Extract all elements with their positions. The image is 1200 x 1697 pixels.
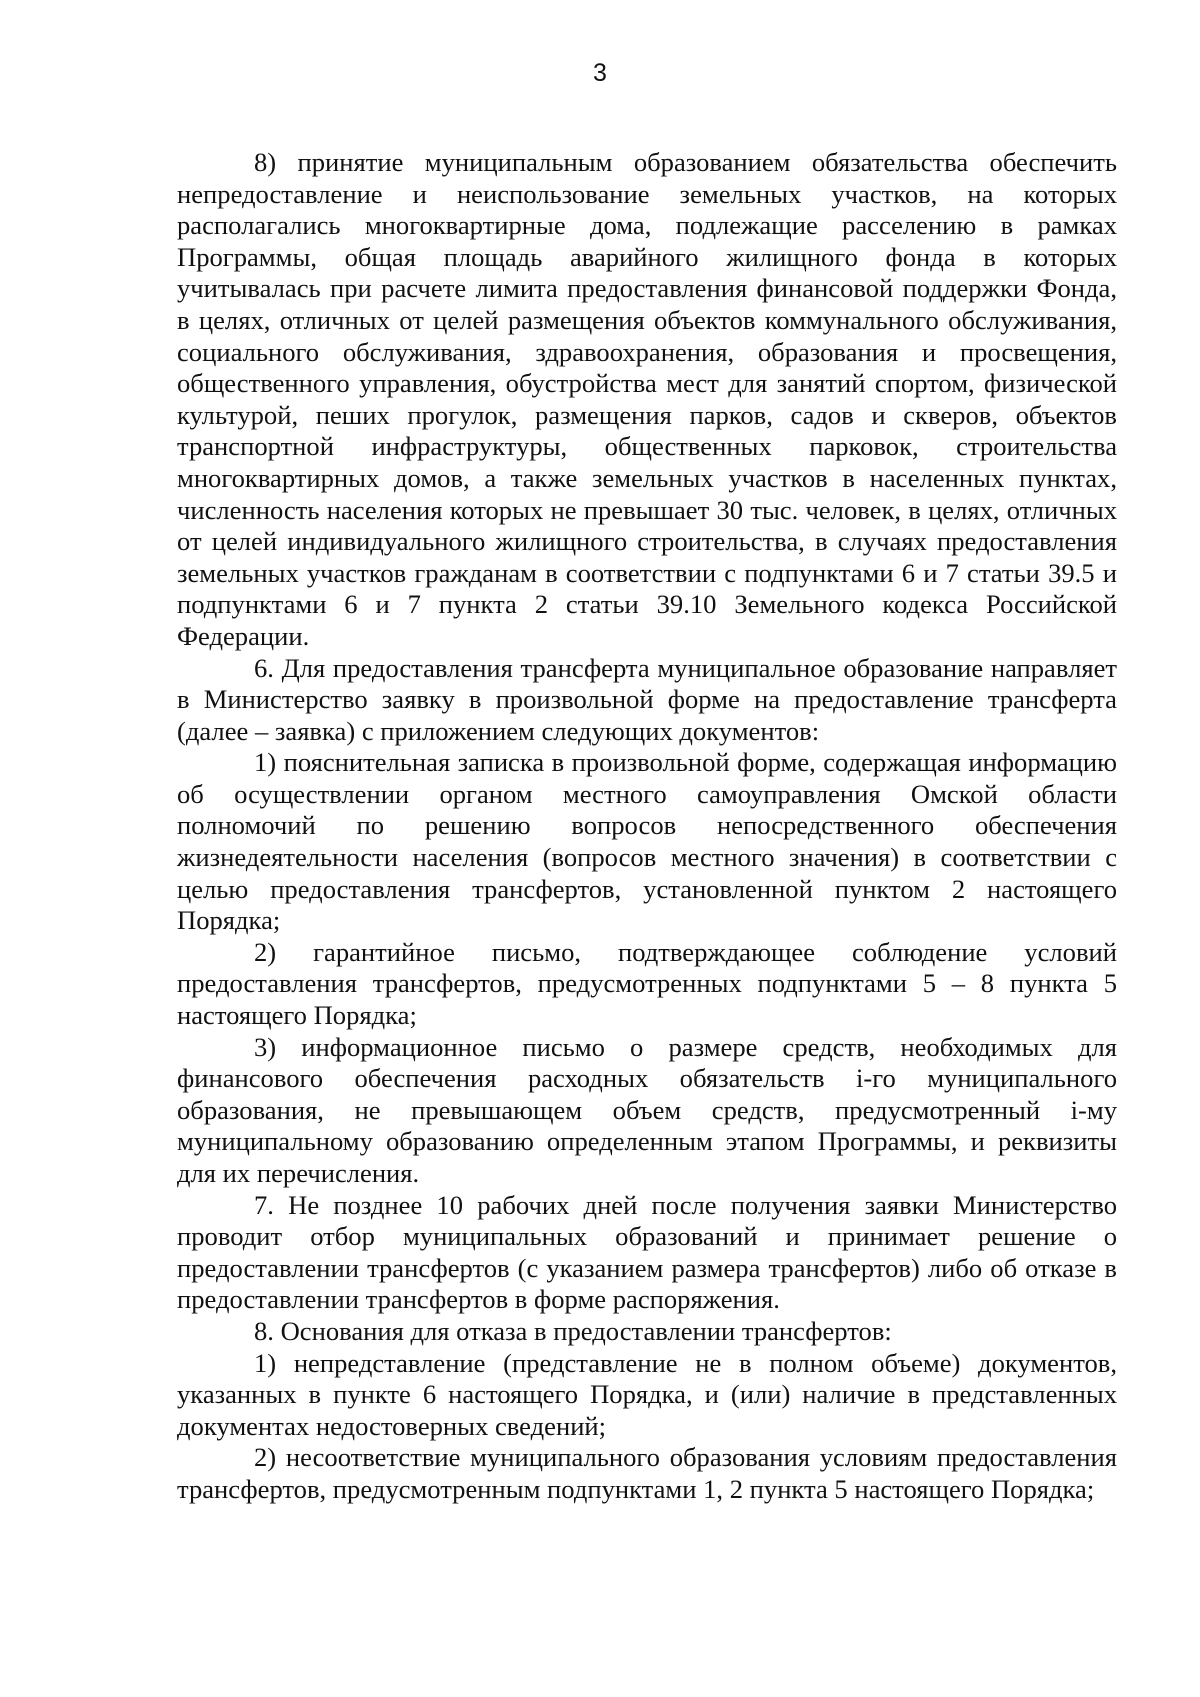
paragraph-item-8-sub-2: 2) несоответствие муниципального образования условиям предоставления трансфертов, предусмотренным подпунктами 1, 2 пункта 5 настоящего Порядка; — [177, 1442, 1117, 1504]
paragraph-subitem-8: 8) принятие муниципальным образованием обязательства обеспечить непредоставление и неиспользование земельных участков, на которых располагались многоквартирные дома, подлежащие расселению в рамках Программы, общая площадь аварийного жилищного фонда в которых учитывалась при расчете лимита предоставления финансовой поддержки Фонда, в целях, отличных от целей размещения объектов коммунального обслуживания, социального обслуживания, здравоохранения, образования и просвещения, общественного управления, обустройства мест для занятий спортом, физической культурой, пеших прогулок, размещения парков, садов и скверов, объектов транспортной инфраструктуры, общественных парковок, строительства многоквартирных домов, а также земельных участков в населенных пунктах, численность населения которых не превышает 30 тыс. человек, в целях, отличных от целей индивидуального жилищного строительства, в случаях предоставления земельных участков гражданам в соответствии с подпунктами 6 и 7 статьи 39.5 и подпунктами 6 и 7 пункта 2 статьи 39.10 Земельного кодекса Российской Федерации. — [177, 147, 1117, 651]
paragraph-item-8: 8. Основания для отказа в предоставлении трансфертов: — [254, 1315, 892, 1346]
paragraph-item-6-sub-3: 3) информационное письмо о размере средств, необходимых для финансового обеспечения расходных обязательств i-го муниципального образования, не превышающем объем средств, предусмотренный i-му муниципальному образованию определенным этапом Программы, и реквизиты для их перечисления. — [177, 1031, 1117, 1188]
paragraph-item-6-sub-2: 2) гарантийное письмо, подтверждающее соблюдение условий предоставления трансфертов, предусмотренных подпунктами 5 – 8 пункта 5 настоящего Порядка; — [177, 936, 1117, 1031]
paragraph-item-8-sub-1: 1) непредставление (представление не в полном объеме) документов, указанных в пункте 6 настоящего Порядка, и (или) наличие в представленных документах недостоверных сведений; — [177, 1347, 1117, 1441]
paragraph-item-7: 7. Не позднее 10 рабочих дней после получения заявки Министерство проводит отбор муниципальных образований и принимает решение о предоставлении трансфертов (с указанием размера трансфертов) либо об отказе в предоставлении трансфертов в форме распоряжения. — [177, 1189, 1117, 1315]
paragraph-item-6: 6. Для предоставления трансферта муниципальное образование направляет в Министерство заявку в произвольной форме на предоставление трансферта (далее – заявка) с приложением следующих документов: — [177, 652, 1117, 746]
page-number: 3 — [593, 59, 607, 87]
paragraph-item-6-sub-1: 1) пояснительная записка в произвольной форме, содержащая информацию об осуществлении органом местного самоуправления Омской области полномочий по решению вопросов непосредственного обеспечения жизнедеятельности населения (вопросов местного значения) в соответствии с целью предоставления трансфертов, установленной пунктом 2 настоящего Порядка; — [177, 747, 1117, 936]
document-body — [177, 147, 1117, 1506]
